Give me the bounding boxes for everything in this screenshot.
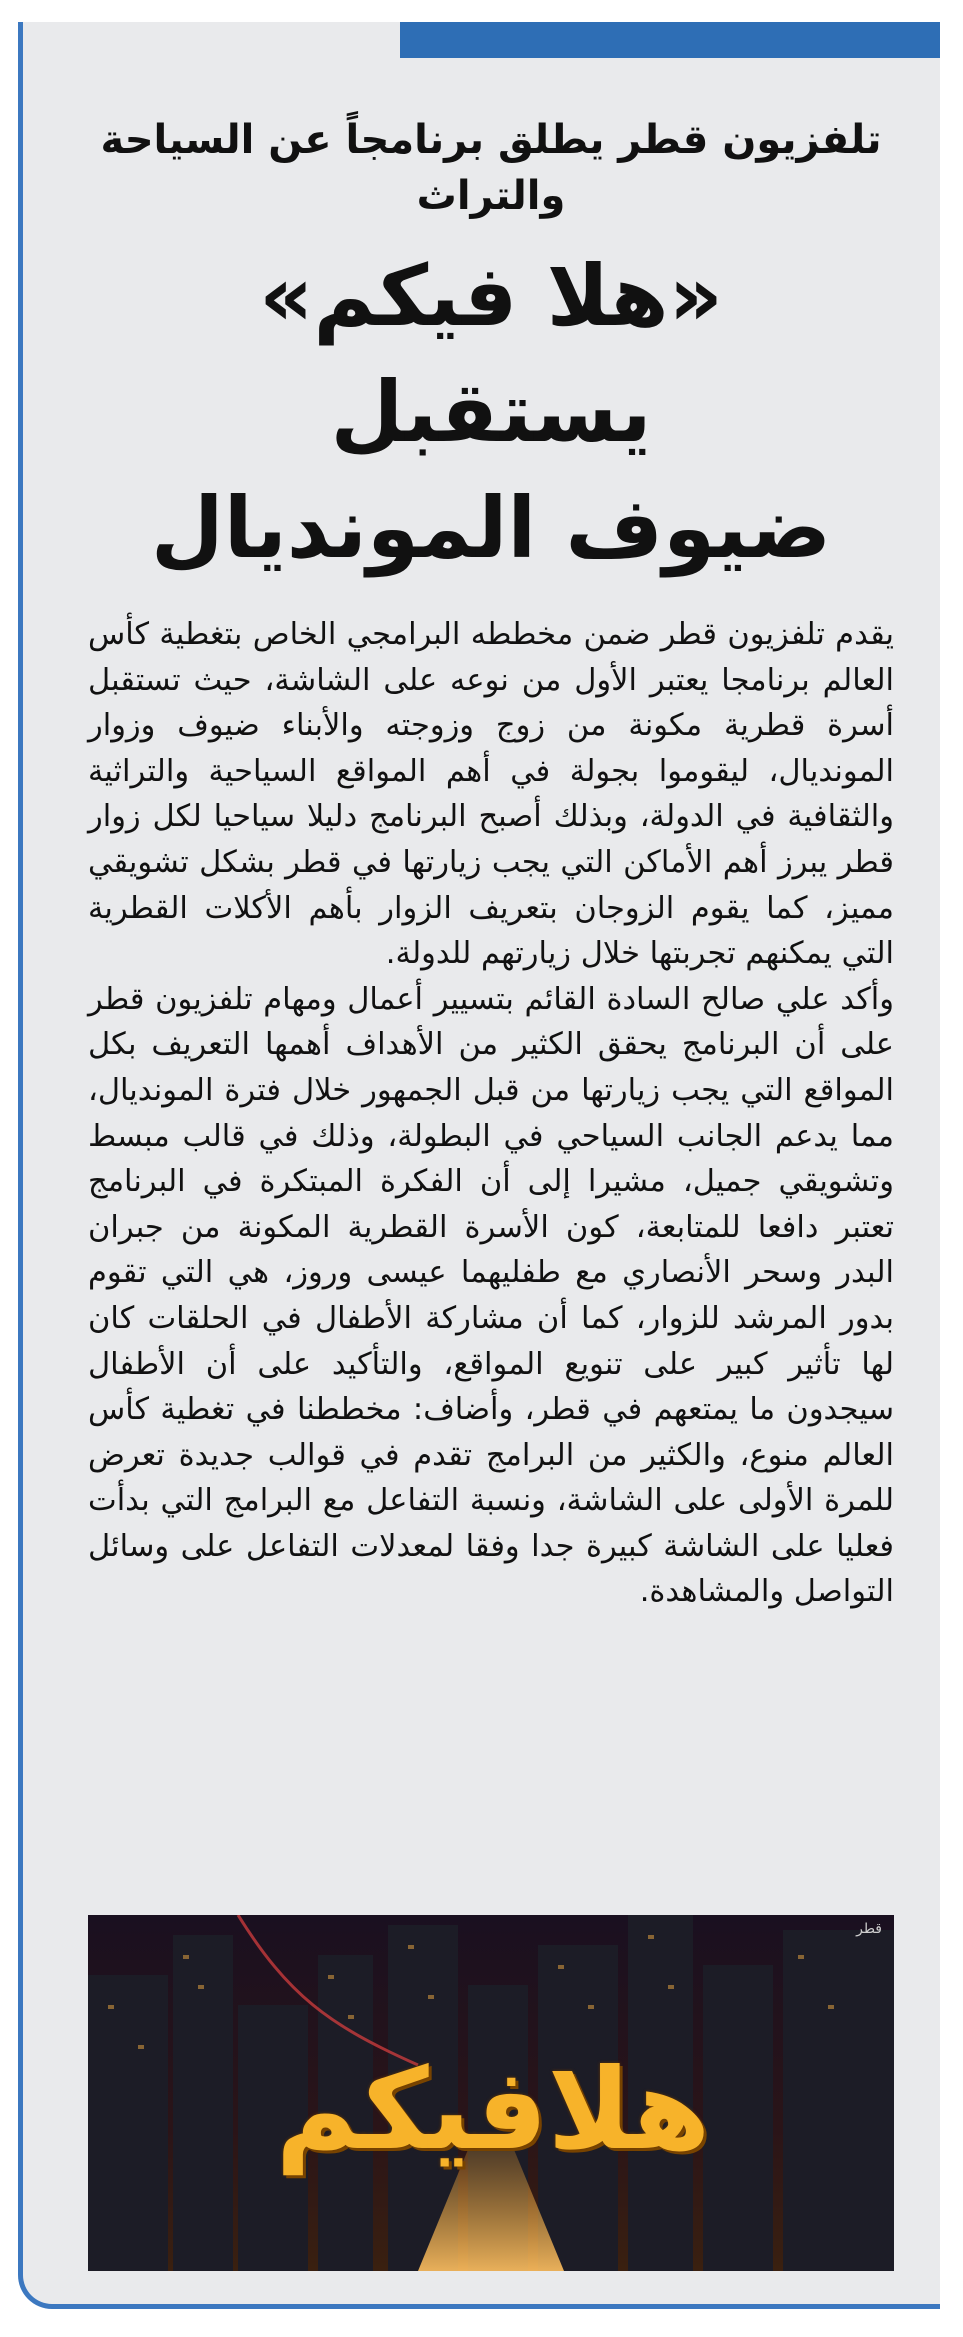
article-content: [88, 60, 894, 1615]
article-paragraph-2: وأكد علي صالح السادة القائم بتسيير أعمال ومهام تلفزيون قطر على أن البرنامج يحقق الكثير من الأهداف أهمها التعريف بكل المواقع التي يجب زيارتها من قبل الجمهور خلال فترة المونديال، مما يدعم الجانب السياحي في البطولة، وذلك في قالب مبسط وتشويقي جميل، مشيرا إلى أن الفكرة المبتكرة في البرنامج تعتبر دافعا للمتابعة، كون الأسرة القطرية المكونة من جبران البدر وسحر الأنصاري مع طفليهما عيسى وروز، هي التي تقوم بدور المرشد للزوار، كما أن مشاركة الأطفال في الحلقات كان لها تأثير كبير على تنويع المواقع، والتأكيد على أن الأطفال سيجدون ما يمتعهم في قطر، وأضاف: مخططنا في تغطية كأس العالم منوع، والكثير من البرامج تقدم في قوالب جديدة تعرض للمرة الأولى على الشاشة، ونسبة التفاعل مع البرامج التي بدأت فعليا على الشاشة كبيرة جدا وفقا لمعدلات التفاعل على وسائل التواصل والمشاهدة.: [88, 981, 894, 1610]
program-logo: [273, 2040, 713, 2180]
article-headline: [88, 238, 894, 586]
logo-word-hala: هلا: [547, 2045, 711, 2175]
logo-word-feekum: فيكم: [275, 2045, 548, 2175]
article-paragraph-1: يقدم تلفزيون قطر ضمن مخططه البرامجي الخاص بتغطية كأس العالم برنامجا يعتبر الأول من نوعه على الشاشة، حيث تستقبل أسرة قطرية مكونة من زوج وزوجته والأبناء ضيوف وزوار المونديال، ليقوموا بجولة في أهم المواقع السياحية والتراثية والثقافية في الدولة، وبذلك أصبح البرنامج دليلا سياحيا لكل زوار قطر يبرز أهم الأماكن التي يجب زيارتها في قطر بشكل تشويقي مميز، كما يقوم الزوجان بتعريف الزوار بأهم الأكلات القطرية التي يمكنهم تجربتها خلال زيارتهم للدولة.: [88, 617, 894, 972]
headline-line-2: ضيوف المونديال: [150, 479, 832, 577]
section-color-bar: [400, 22, 940, 58]
article-body: [88, 612, 894, 1615]
channel-watermark: قطر: [856, 1921, 882, 1937]
program-photo: [88, 1915, 894, 2271]
headline-line-1: «هلا فيكم» يستقبل: [259, 247, 723, 461]
article-kicker: تلفزيون قطر يطلق برنامجاً عن السياحة والتراث: [100, 117, 882, 219]
